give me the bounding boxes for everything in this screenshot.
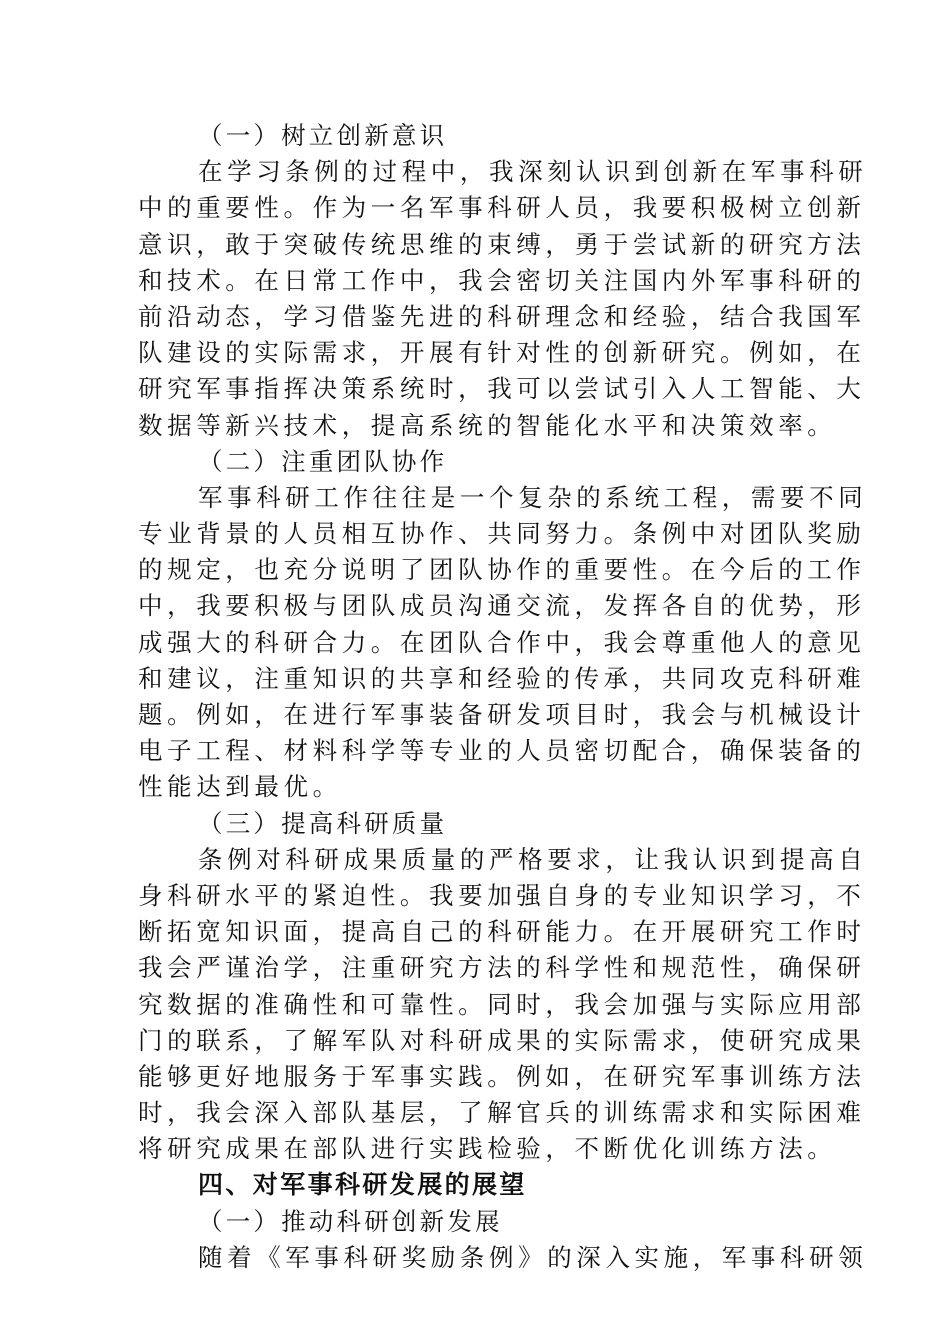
paragraph-line: 中的重要性。作为一名军事科研人员，我要积极树立创新	[138, 193, 866, 223]
section-heading: （一）树立创新意识	[198, 121, 448, 150]
paragraph-line: 军事科研工作往往是一个复杂的系统工程，需要不同	[198, 482, 868, 512]
paragraph-line: 题。例如，在进行军事装备研发项目时，我会与机械设计	[138, 700, 866, 729]
paragraph-line: 在学习条例的过程中，我深刻认识到创新在军事科研	[198, 157, 868, 187]
paragraph-line: 时，我会深入部队基层，了解官兵的训练需求和实际困难	[138, 1098, 866, 1128]
paragraph-line: 随着《军事科研奖励条例》的深入实施，军事科研领	[198, 1242, 868, 1272]
paragraph-line: 究数据的准确性和可靠性。同时，我会加强与实际应用部	[138, 989, 866, 1019]
document-body	[138, 118, 868, 1276]
paragraph-line: 门的联系，了解军队对科研成果的实际需求，使研究成果	[138, 1025, 866, 1055]
paragraph-line: 和技术。在日常工作中，我会密切关注国内外军事科研的	[138, 265, 866, 295]
paragraph-line: 中，我要积极与团队成员沟通交流，发挥各自的优势，形	[138, 591, 866, 621]
paragraph-line: 成强大的科研合力。在团队合作中，我会尊重他人的意见	[138, 627, 866, 657]
paragraph-line: 性能达到最优。	[138, 772, 342, 802]
paragraph-line: 的规定，也充分说明了团队协作的重要性。在今后的工作	[138, 555, 866, 585]
section-heading: （三）提高科研质量	[198, 808, 448, 838]
paragraph-line: 条例对科研成果质量的严格要求，让我认识到提高自	[198, 844, 868, 874]
paragraph-line: 专业背景的人员相互协作、共同努力。条例中对团队奖励	[138, 519, 866, 549]
paragraph-line: 前沿动态，学习借鉴先进的科研理念和经验，结合我国军	[138, 301, 866, 331]
paragraph-line: 电子工程、材料科学等专业的人员密切配合，确保装备的	[138, 736, 866, 766]
paragraph-line: 断拓宽知识面，提高自己的科研能力。在开展研究工作时	[138, 917, 866, 947]
paragraph-line: 队建设的实际需求，开展有针对性的创新研究。例如，在	[138, 338, 866, 368]
paragraph-line: 能够更好地服务于军事实践。例如，在研究军事训练方法	[138, 1061, 866, 1091]
paragraph-line: 数据等新兴技术，提高系统的智能化水平和决策效率。	[138, 410, 837, 440]
section-heading: （一）推动科研创新发展	[198, 1206, 503, 1236]
paragraph-line: 身科研水平的紧迫性。我要加强自身的专业知识学习，不	[138, 880, 866, 910]
paragraph-line: 我会严谨治学，注重研究方法的科学性和规范性，确保研	[138, 953, 866, 983]
paragraph-line: 和建议，注重知识的共享和经验的传承，共同攻克科研难	[138, 663, 866, 693]
chapter-heading: 四、对军事科研发展的展望	[198, 1170, 527, 1200]
paragraph-line: 研究军事指挥决策系统时，我可以尝试引入人工智能、大	[138, 374, 866, 404]
section-heading: （二）注重团队协作	[198, 446, 448, 476]
paragraph-line: 将研究成果在部队进行实践检验，不断优化训练方法。	[138, 1134, 837, 1164]
paragraph-line: 意识，敢于突破传统思维的束缚，勇于尝试新的研究方法	[138, 229, 866, 259]
